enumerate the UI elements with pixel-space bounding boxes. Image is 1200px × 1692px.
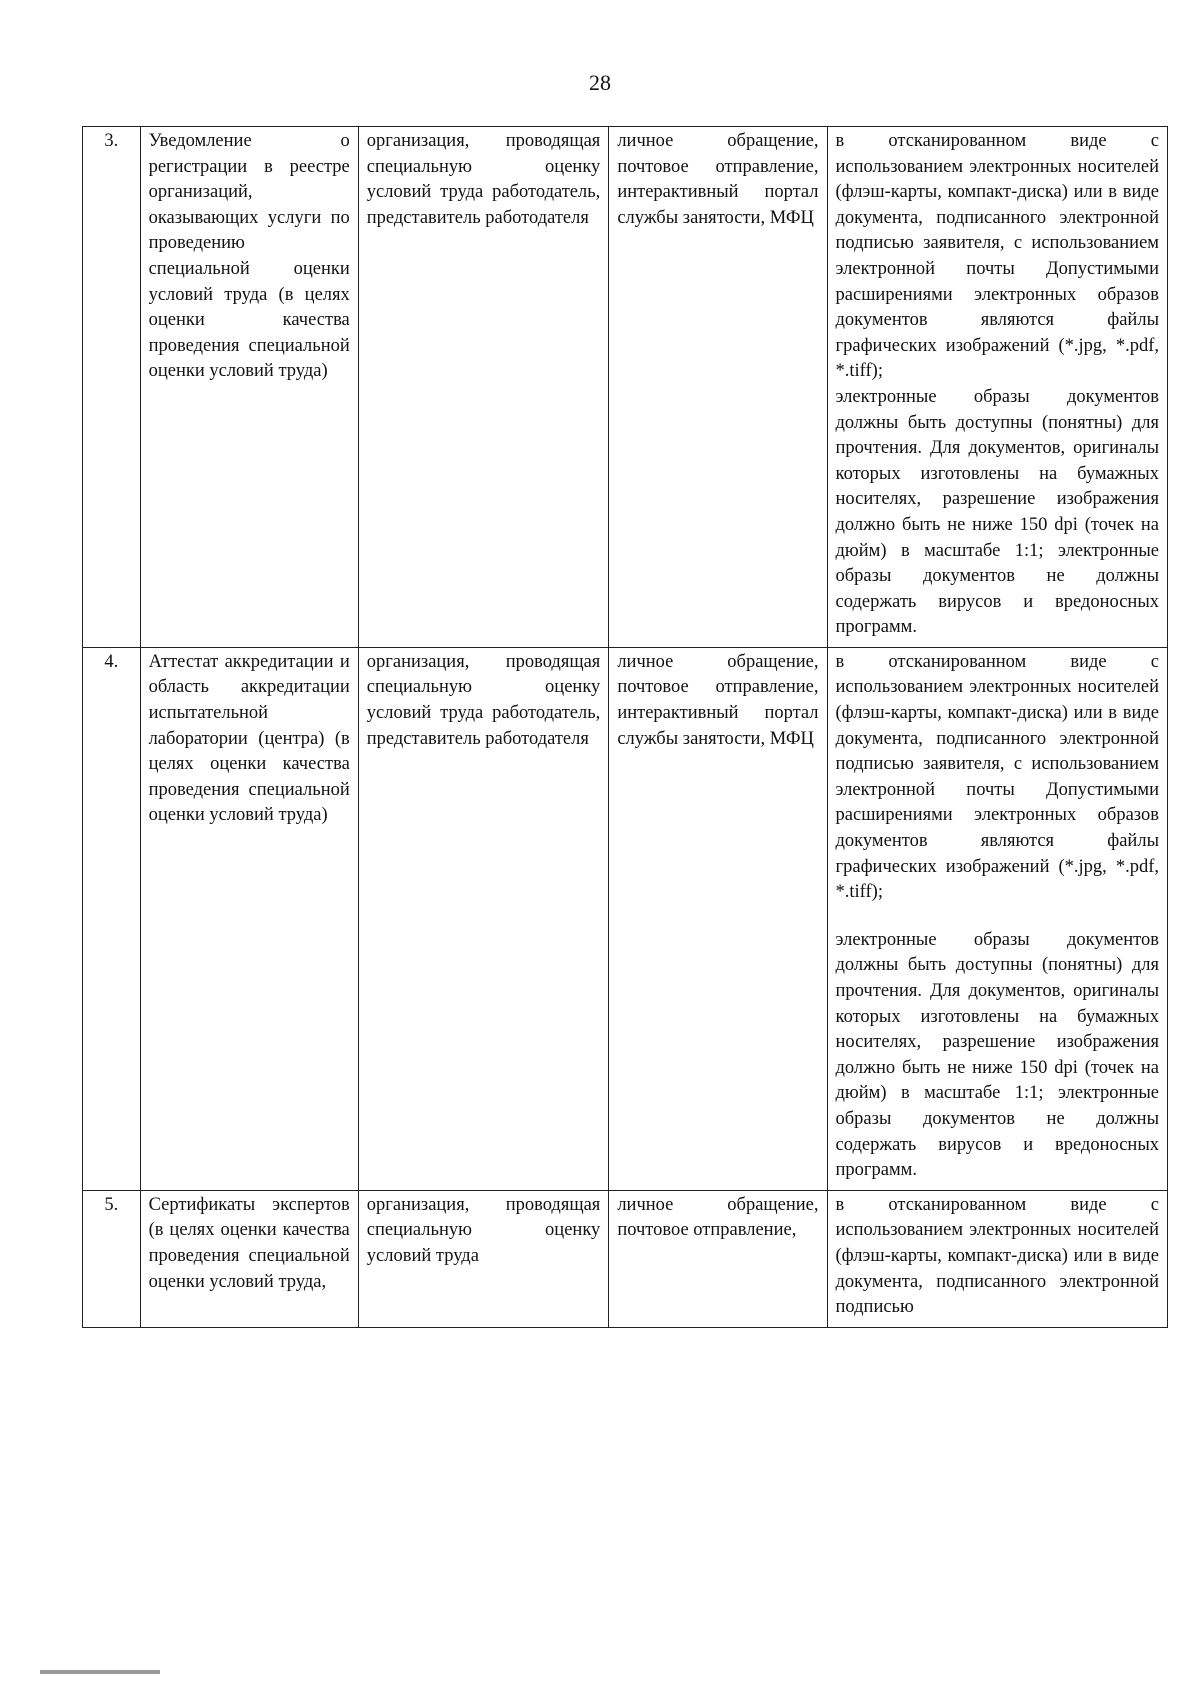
format-cell	[827, 127, 1167, 648]
submission-method-cell: личное обращение, почтовое отправление,	[609, 1190, 827, 1327]
applicant-cell: организация, проводящая специальную оценку условий труда работодатель, представитель работодателя	[358, 127, 609, 648]
format-paragraph: в отсканированном виде с использованием электронных носителей (флэш-карты, компакт-диска) или в виде документа, подписанного электронной подписью	[835, 1194, 1159, 1318]
document-name-cell: Уведомление о регистрации в реестре организаций, оказывающих услуги по проведению специальной оценки условий труда (в целях оценки качества проведения специальной оценки условий труда)	[140, 127, 358, 648]
table-row	[83, 1190, 1168, 1327]
document-name-cell: Аттестат аккредитации и область аккредитации испытательной лаборатории (центра) (в целях оценки качества проведения специальной оценки условий труда)	[140, 647, 358, 1190]
submission-method-cell: личное обращение, почтовое отправление, интерактивный портал службы занятости, МФЦ	[609, 647, 827, 1190]
table-row	[83, 127, 1168, 648]
page-number: 28	[589, 70, 611, 95]
format-cell	[827, 1190, 1167, 1327]
scan-mark	[40, 1670, 160, 1674]
format-paragraph: в отсканированном виде с использованием электронных носителей (флэш-карты, компакт-диска) или в виде документа, подписанного электронной подписью заявителя, с использованием электронной почты Допустимыми расширениями электронных образов документов являются файлы графических изображений (*.jpg, *.pdf, *.tiff);	[835, 651, 1159, 903]
submission-method-cell: личное обращение, почтовое отправление, интерактивный портал службы занятости, МФЦ	[609, 127, 827, 648]
row-number: 5.	[83, 1190, 141, 1327]
applicant-cell: организация, проводящая специальную оценку условий труда работодатель, представитель работодателя	[358, 647, 609, 1190]
documents-table	[82, 126, 1168, 1328]
applicant-cell: организация, проводящая специальную оценку условий труда	[358, 1190, 609, 1327]
format-paragraph: электронные образы документов должны быть доступны (понятны) для прочтения. Для документов, оригиналы которых изготовлены на бумажных носителях, разрешение изображения должно быть не ниже 150 dpi (точек на дюйм) в масштабе 1:1; электронные образы документов не должны содержать вирусов и вредоносных программ.	[835, 929, 1159, 1181]
row-number: 3.	[83, 127, 141, 648]
format-cell	[827, 647, 1167, 1190]
format-paragraph: электронные образы документов должны быть доступны (понятны) для прочтения. Для документов, оригиналы которых изготовлены на бумажных носителях, разрешение изображения должно быть не ниже 150 dpi (точек на дюйм) в масштабе 1:1; электронные образы документов не должны содержать вирусов и вредоносных программ.	[835, 386, 1159, 638]
row-number: 4.	[83, 647, 141, 1190]
format-paragraph: в отсканированном виде с использованием электронных носителей (флэш-карты, компакт-диска) или в виде документа, подписанного электронной подписью заявителя, с использованием электронной почты Допустимыми расширениями электронных образов документов являются файлы графических изображений (*.jpg, *.pdf, *.tiff);	[835, 131, 1159, 382]
document-name-cell: Сертификаты экспертов (в целях оценки качества проведения специальной оценки условий труда,	[140, 1190, 358, 1327]
table-row	[83, 647, 1168, 1190]
